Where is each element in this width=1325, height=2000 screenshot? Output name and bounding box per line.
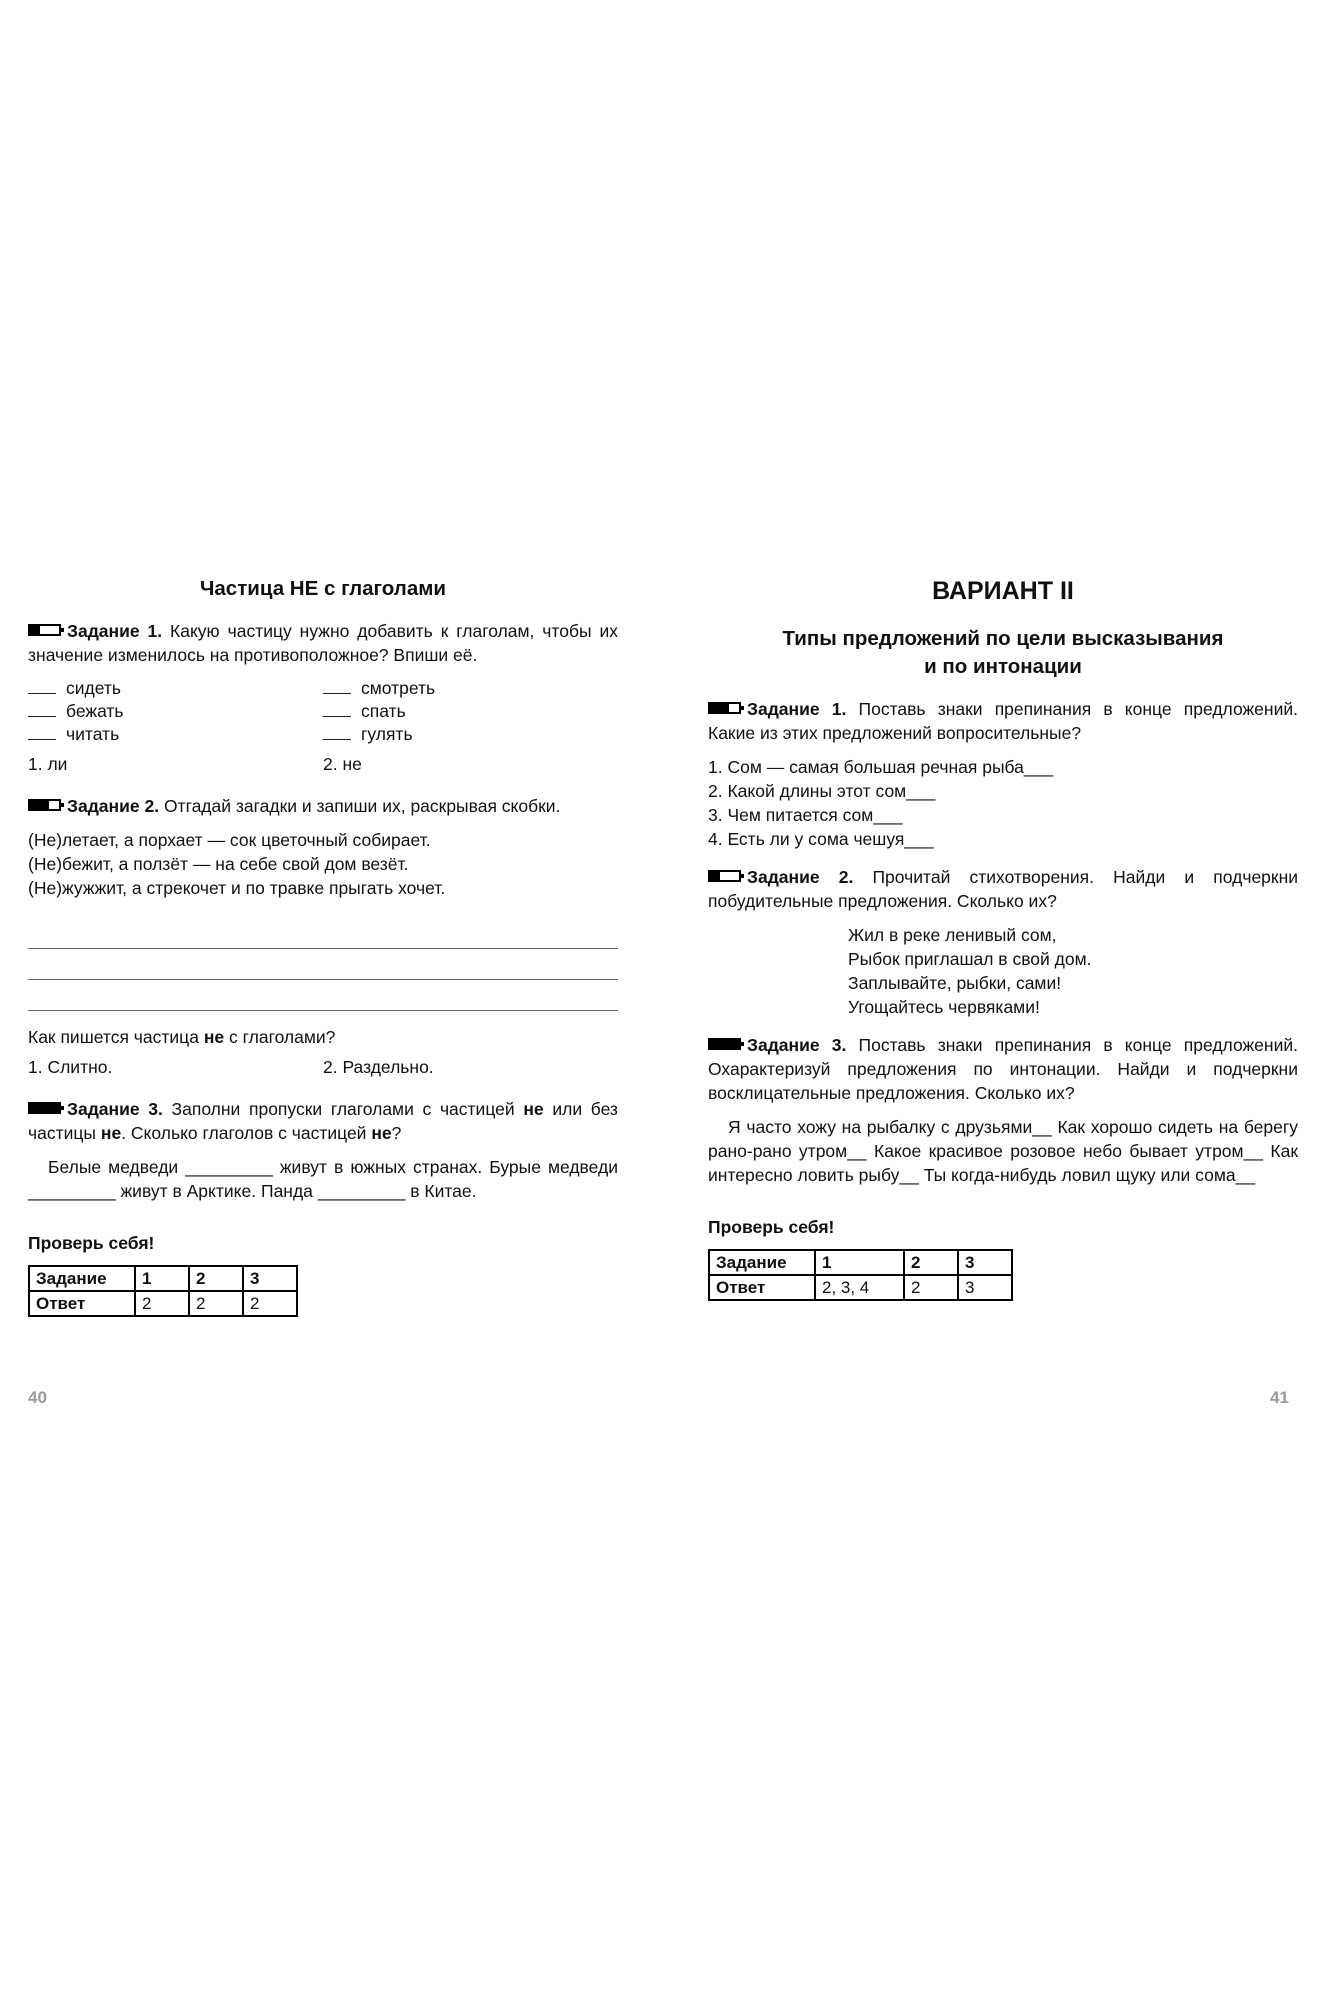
right-page	[708, 575, 1298, 1301]
task-label: Задание 2.	[747, 867, 854, 887]
task-3	[708, 1033, 1298, 1105]
page-number: 40	[28, 1388, 47, 1407]
task-text: Прочитай стихотворения. Найди и подчеркни побудительные предложения. Сколько их?	[708, 867, 1299, 911]
verb-columns	[28, 677, 618, 746]
option[interactable]: 2. не	[323, 754, 362, 774]
option[interactable]: 1. Слитно.	[28, 1057, 113, 1077]
table-cell: 2, 3, 4	[815, 1275, 904, 1300]
page-title: Типы предложений по цели высказывания и по интонации	[782, 627, 1224, 678]
poem-line: Угощайтесь червяками!	[848, 997, 1040, 1017]
table-row	[29, 1291, 297, 1316]
blank-field[interactable]	[323, 702, 351, 717]
option[interactable]: 2. Раздельно.	[323, 1057, 434, 1077]
poem-line: Жил в реке ленивый сом,	[848, 925, 1057, 945]
table-cell: 2	[189, 1291, 243, 1316]
verb-item: читать	[28, 723, 323, 746]
difficulty-battery-icon	[28, 1102, 61, 1114]
table-cell: 3	[243, 1266, 297, 1291]
variant-heading: ВАРИАНТ II	[932, 577, 1074, 605]
table-cell: 2	[243, 1291, 297, 1316]
table-row	[709, 1275, 1012, 1300]
difficulty-battery-icon	[708, 870, 741, 882]
task-text: Отгадай загадки и запиши их, раскрывая скобки.	[163, 796, 561, 816]
riddle: (Не)бежит, а ползёт — на себе свой дом везёт.	[28, 854, 409, 874]
blank-field[interactable]	[323, 725, 351, 740]
task-label: Задание 2.	[67, 796, 160, 816]
task-2-question: Как пишется частица не с глаголами?	[28, 1027, 336, 1047]
writing-line[interactable]	[28, 949, 618, 980]
task-label: Задание 3.	[747, 1035, 847, 1055]
check-yourself-heading: Проверь себя!	[708, 1217, 835, 1237]
riddle: (Не)летает, а порхает — сок цветочный собирает.	[28, 830, 431, 850]
writing-line[interactable]	[28, 918, 618, 949]
table-row	[29, 1266, 297, 1291]
task-2	[708, 865, 1298, 913]
answer-table	[28, 1265, 298, 1317]
table-cell: 3	[958, 1275, 1012, 1300]
table-cell: Ответ	[709, 1275, 815, 1300]
blank-field[interactable]	[28, 702, 56, 717]
verb-column-2	[323, 677, 618, 746]
verb-item: бежать	[28, 700, 323, 723]
riddle: (Не)жужжит, а стрекочет и по травке прыгать хочет.	[28, 878, 446, 898]
verb-item: гулять	[323, 723, 618, 746]
answer-options	[28, 1055, 618, 1079]
left-page	[28, 575, 618, 1317]
verb-column-1	[28, 677, 323, 746]
difficulty-battery-icon	[708, 702, 741, 714]
list-item: 3. Чем питается сом___	[708, 805, 903, 825]
table-cell: 3	[958, 1250, 1012, 1275]
task-3-paragraph: Белые медведи _________ живут в южных странах. Бурые медведи _________ живут в Арктике. Панда _________ в Китае.	[28, 1157, 618, 1201]
task-1	[708, 697, 1298, 745]
task-text: Поставь знаки препинания в конце предложений. Охарактеризуй предложения по интонации. Найди и подчеркни восклицательные предложения. Сколько их?	[708, 1035, 1298, 1103]
option[interactable]: 1. ли	[28, 754, 68, 774]
verb-item: смотреть	[323, 677, 618, 700]
list-item: 1. Сом — самая большая речная рыба___	[708, 757, 1054, 777]
task-3: Задание 3. Заполни пропуски глаголами с частицей не или без частицы не. Сколько глаголов с частицей не?	[28, 1099, 618, 1143]
table-cell: 1	[815, 1250, 904, 1275]
blank-field[interactable]	[28, 725, 56, 740]
task-text: Поставь знаки препинания в конце предложений. Какие из этих предложений вопросительные?	[708, 699, 1298, 743]
sentence-list	[708, 755, 1298, 851]
table-cell: Ответ	[29, 1291, 135, 1316]
table-cell: Задание	[709, 1250, 815, 1275]
writing-lines	[28, 918, 618, 1011]
page-number: 41	[1270, 1388, 1289, 1407]
check-yourself-heading: Проверь себя!	[28, 1233, 155, 1253]
task-1	[28, 619, 618, 667]
task-2	[28, 794, 618, 818]
verb-item: спать	[323, 700, 618, 723]
difficulty-battery-icon	[28, 799, 61, 811]
table-cell: 2	[904, 1250, 958, 1275]
task-label: Задание 1.	[67, 621, 163, 641]
blank-field[interactable]	[323, 679, 351, 694]
table-cell: Задание	[29, 1266, 135, 1291]
table-cell: 2	[189, 1266, 243, 1291]
table-cell: 1	[135, 1266, 189, 1291]
page-title: Частица НЕ с глаголами	[200, 577, 446, 600]
difficulty-battery-icon	[708, 1038, 741, 1050]
list-item: 2. Какой длины этот сом___	[708, 781, 936, 801]
task-label: Задание 1.	[747, 699, 847, 719]
table-cell: 2	[135, 1291, 189, 1316]
writing-line[interactable]	[28, 980, 618, 1011]
poem	[848, 923, 1298, 1019]
list-item: 4. Есть ли у сома чешуя___	[708, 829, 934, 849]
table-cell: 2	[904, 1275, 958, 1300]
task-text: Какую частицу нужно добавить к глаголам, чтобы их значение изменилось на противоположное? Впиши её.	[28, 621, 618, 665]
riddles	[28, 828, 618, 900]
table-row	[709, 1250, 1012, 1275]
difficulty-battery-icon	[28, 624, 61, 636]
blank-field[interactable]	[28, 679, 56, 694]
poem-line: Заплывайте, рыбки, сами!	[848, 973, 1062, 993]
task-label: Задание 3.	[67, 1099, 163, 1119]
verb-item: сидеть	[28, 677, 323, 700]
answer-options	[28, 752, 618, 776]
task-3-paragraph: Я часто хожу на рыбалку с друзьями__ Как хорошо сидеть на берегу рано-рано утром__ Какое красивое розовое небо бывает утром__ Как интересно ловить рыбу__ Ты когда-нибудь ловил щуку или сома__	[708, 1117, 1298, 1185]
poem-line: Рыбок приглашал в свой дом.	[848, 949, 1092, 969]
answer-table	[708, 1249, 1013, 1301]
